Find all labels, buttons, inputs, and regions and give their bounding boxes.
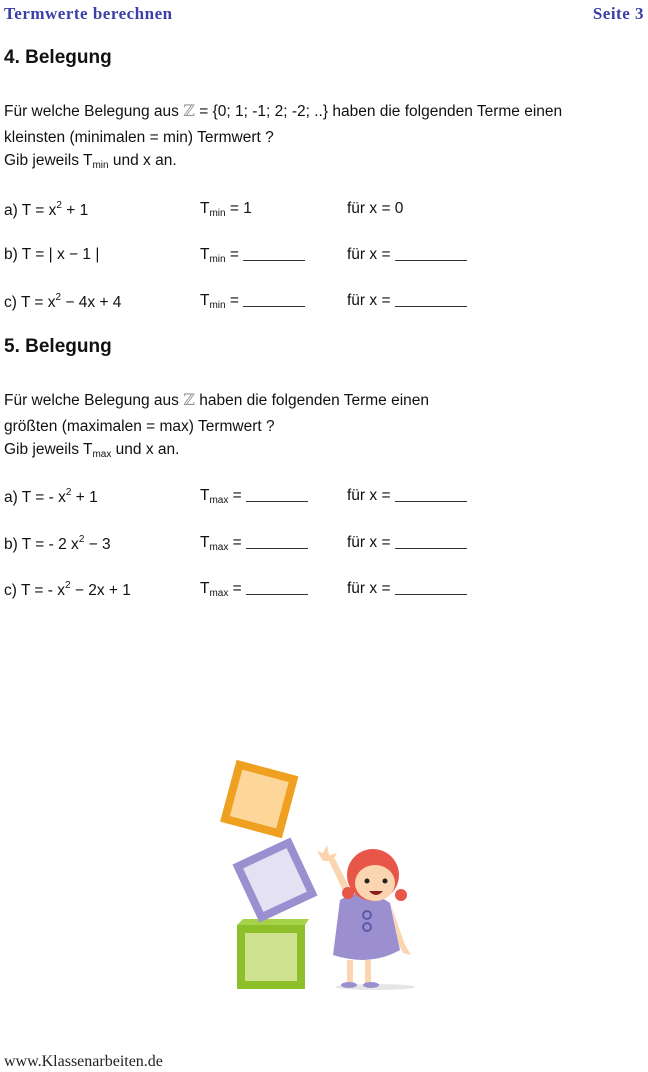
result: $T_{min} = 1$ [200,200,252,219]
term: a) T = - $x^2 + 1$ [4,487,98,506]
term: c) T = - $x^2 - 2x + 1$ [4,580,131,599]
purple-block-icon [232,837,317,922]
section4-intro-line2: kleinsten (minimalen = min) Termwert ? [4,129,274,146]
girl-with-blocks-illustration [205,745,425,995]
section5-intro-line3: Gib jeweils $T_{max}$ und x an. [4,441,180,460]
for-x: für x = 0 [347,200,404,217]
section4-intro-line1: Für welche Belegung aus ℤ = {0; 1; -1; 2; -2; ..} haben die folgenden Terme einen [4,101,563,120]
header-title: Termwerte berechnen [4,4,173,23]
term: c) $T = x^2 - 4x + 4$ [4,292,122,311]
page-number: Seite 3 [592,4,644,23]
answer-blank-x[interactable] [395,487,467,502]
result: $T_{max}$ = [200,534,308,553]
section4-title: 4. Belegung [4,47,112,68]
result: $T_{min}$ = [200,292,305,311]
result: $T_{min}$ = [200,246,305,265]
green-block-icon [237,919,309,989]
answer-blank-tmax[interactable] [246,534,308,549]
result: $T_{max}$ = [200,487,308,506]
section5-intro-line2: größten (maximalen = max) Termwert ? [4,418,275,435]
task-4c [4,292,644,314]
answer-blank-x[interactable] [395,246,467,261]
answer-blank-tmax[interactable] [246,580,308,595]
task-5a [4,487,644,509]
term: a) $T = x^2 + 1$ [4,200,89,219]
integers-symbol: ℤ [183,101,195,120]
answer-blank-x[interactable] [395,580,467,595]
term: b) T = - 2 $x^2 - 3$ [4,534,111,553]
section4-intro-line3: Gib jeweils $T_{min}$ und x an. [4,152,177,171]
section5-title: 5. Belegung [4,336,112,357]
task-4b [4,246,644,268]
section5-intro-line1: Für welche Belegung aus ℤ haben die folgenden Terme einen [4,390,430,409]
answer-blank-tmax[interactable] [246,487,308,502]
answer-blank-x[interactable] [395,292,467,307]
for-x: für x = [347,487,467,505]
orange-block-icon [220,760,298,838]
task-4a [4,200,644,222]
task-5b [4,534,644,556]
integers-symbol: ℤ [183,390,195,409]
for-x: für x = [347,534,467,552]
girl-figure-icon [317,845,411,988]
result: $T_{max}$ = [200,580,308,599]
answer-blank-tmin[interactable] [243,246,305,261]
for-x: für x = [347,292,467,310]
footer-website: www.Klassenarbeiten.de [4,1053,163,1070]
answer-blank-x[interactable] [395,534,467,549]
term: b) T = | x − 1 | [4,246,100,263]
for-x: für x = [347,580,467,598]
for-x: für x = [347,246,467,264]
task-5c [4,580,644,602]
page-header [4,4,644,28]
answer-blank-tmin[interactable] [243,292,305,307]
